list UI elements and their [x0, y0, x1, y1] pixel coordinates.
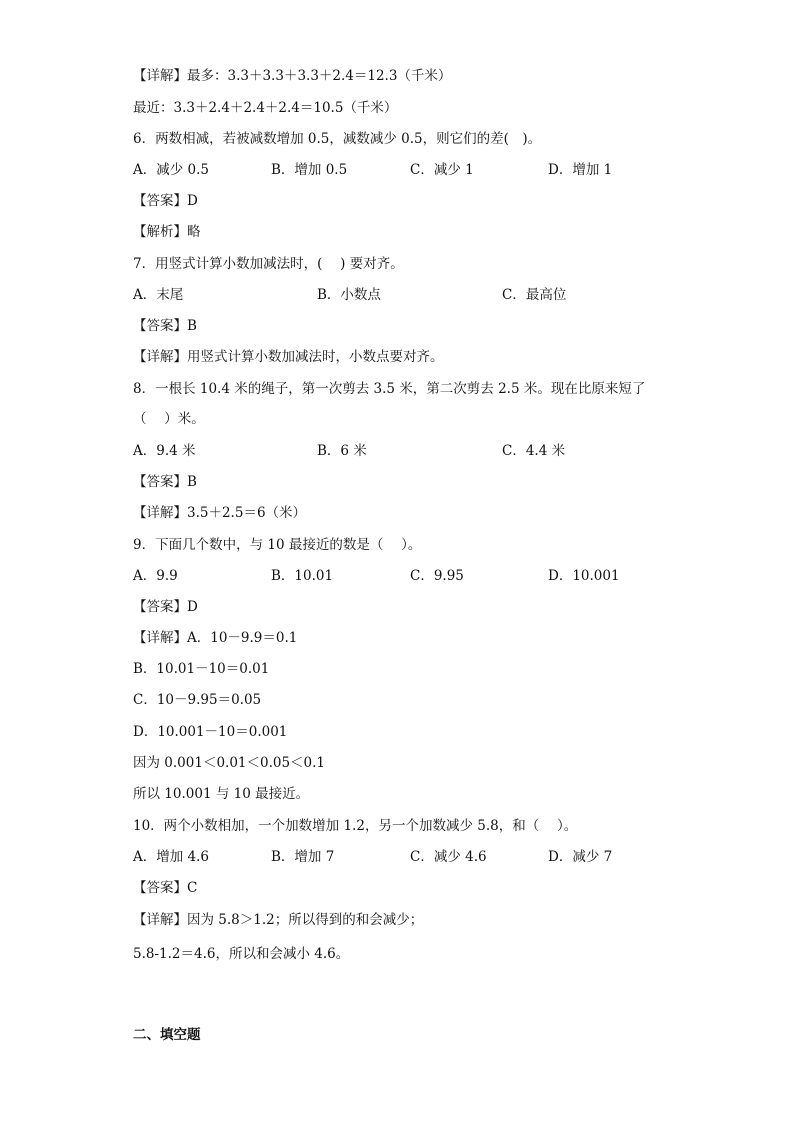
option-d: D．增加 1: [548, 162, 613, 178]
section-title: 二、填空题: [133, 1027, 201, 1043]
option-a: A．增加 4.6: [133, 849, 210, 865]
option-d: D．减少 7: [548, 849, 613, 865]
explanation-line: 【详解】用竖式计算小数加减法时，小数点要对齐。: [133, 349, 444, 365]
option-b: B．10.01: [271, 568, 334, 584]
explanation-line: 【详解】A．10－9.9＝0.1: [133, 630, 298, 646]
explanation-line: D．10.001－10＝0.001: [133, 724, 288, 740]
explanation-line: 【解析】略: [133, 224, 201, 240]
explanation-line: 【详解】因为 5.8＞1.2；所以得到的和会减少；: [133, 912, 424, 928]
explanation-line: B．10.01－10＝0.01: [133, 661, 270, 677]
question-6: 6．两数相减，若被减数增加 0.5，减数减少 0.5，则它们的差( )。: [133, 131, 542, 147]
option-c: C．9.95: [410, 568, 464, 584]
option-a: A．减少 0.5: [133, 162, 210, 178]
option-c: C．最高位: [502, 287, 567, 303]
option-b: B．增加 7: [271, 849, 335, 865]
option-c: C．减少 4.6: [410, 849, 487, 865]
option-b: B．增加 0.5: [271, 162, 348, 178]
option-b: B．小数点: [317, 287, 381, 303]
option-d: D．10.001: [548, 568, 620, 584]
answer-line: 【答案】B: [133, 318, 197, 334]
option-a: A．末尾: [133, 287, 184, 303]
explanation-line: 最近：3.3＋2.4＋2.4＋2.4＝10.5（千米）: [133, 100, 398, 116]
question-10: 10．两个小数相加，一个加数增加 1.2，另一个加数减少 5.8，和（ ）。: [133, 818, 578, 834]
answer-line: 【答案】D: [133, 193, 198, 209]
option-c: C．4.4 米: [502, 443, 566, 459]
explanation-line: 【详解】3.5＋2.5＝6（米）: [133, 505, 307, 521]
question-8-continuation: （ ）米。: [133, 411, 205, 427]
answer-line: 【答案】D: [133, 599, 198, 615]
option-b: B．6 米: [317, 443, 367, 459]
question-8: 8．一根长 10.4 米的绳子，第一次剪去 3.5 米，第二次剪去 2.5 米。现在比原来短了: [133, 381, 646, 397]
explanation-line: 因为 0.001＜0.01＜0.05＜0.1: [133, 755, 326, 771]
answer-line: 【答案】C: [133, 880, 198, 896]
option-a: A．9.4 米: [133, 443, 196, 459]
explanation-line: C．10－9.95＝0.05: [133, 692, 262, 708]
answer-line: 【答案】B: [133, 474, 197, 490]
explanation-line: 所以 10.001 与 10 最接近。: [133, 786, 310, 802]
explanation-line: 5.8-1.2＝4.6，所以和会减小 4.6。: [133, 946, 350, 962]
question-7: 7．用竖式计算小数加减法时，( ) 要对齐。: [133, 256, 404, 272]
question-9: 9．下面几个数中，与 10 最接近的数是（ ）。: [133, 537, 422, 553]
option-a: A．9.9: [133, 568, 178, 584]
explanation-line: 【详解】最多：3.3＋3.3＋3.3＋2.4＝12.3（千米）: [133, 68, 452, 84]
option-c: C．减少 1: [410, 162, 474, 178]
